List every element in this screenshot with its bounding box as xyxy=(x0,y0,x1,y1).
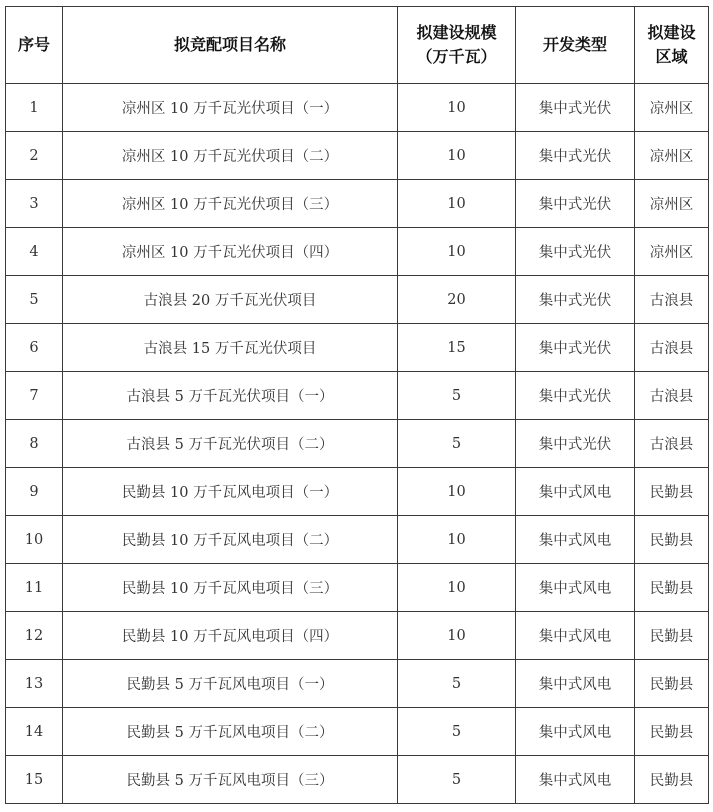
header-scale xyxy=(398,7,516,84)
cell-no: 9 xyxy=(6,468,63,516)
table-row xyxy=(6,372,709,420)
cell-no: 15 xyxy=(6,756,63,804)
cell-project-name: 凉州区 10 万千瓦光伏项目（三） xyxy=(63,180,398,228)
table-header xyxy=(6,7,709,84)
header-region-line2: 区域 xyxy=(655,47,688,66)
cell-type: 集中式光伏 xyxy=(516,372,635,420)
cell-scale: 10 xyxy=(398,468,516,516)
cell-project-name: 古浪县 5 万千瓦光伏项目（一） xyxy=(63,372,398,420)
cell-type: 集中式风电 xyxy=(516,708,635,756)
cell-region: 古浪县 xyxy=(635,276,709,324)
cell-no: 3 xyxy=(6,180,63,228)
cell-region: 民勤县 xyxy=(635,756,709,804)
cell-project-name: 民勤县 5 万千瓦风电项目（一） xyxy=(63,660,398,708)
cell-scale: 5 xyxy=(398,660,516,708)
cell-project-name: 凉州区 10 万千瓦光伏项目（二） xyxy=(63,132,398,180)
cell-region: 民勤县 xyxy=(635,564,709,612)
cell-project-name: 民勤县 10 万千瓦风电项目（二） xyxy=(63,516,398,564)
cell-no: 14 xyxy=(6,708,63,756)
cell-project-name: 民勤县 5 万千瓦风电项目（二） xyxy=(63,708,398,756)
table-row xyxy=(6,420,709,468)
cell-no: 11 xyxy=(6,564,63,612)
cell-scale: 5 xyxy=(398,756,516,804)
cell-type: 集中式风电 xyxy=(516,516,635,564)
header-region xyxy=(635,7,709,84)
project-table xyxy=(5,6,709,804)
table-row xyxy=(6,660,709,708)
cell-region: 民勤县 xyxy=(635,708,709,756)
table-row xyxy=(6,612,709,660)
cell-region: 民勤县 xyxy=(635,468,709,516)
header-row xyxy=(6,7,709,84)
cell-region: 凉州区 xyxy=(635,180,709,228)
cell-region: 古浪县 xyxy=(635,324,709,372)
cell-project-name: 凉州区 10 万千瓦光伏项目（一） xyxy=(63,84,398,132)
cell-scale: 5 xyxy=(398,420,516,468)
cell-type: 集中式风电 xyxy=(516,756,635,804)
cell-project-name: 古浪县 15 万千瓦光伏项目 xyxy=(63,324,398,372)
cell-region: 凉州区 xyxy=(635,228,709,276)
cell-no: 1 xyxy=(6,84,63,132)
cell-scale: 10 xyxy=(398,516,516,564)
cell-project-name: 民勤县 10 万千瓦风电项目（一） xyxy=(63,468,398,516)
cell-region: 民勤县 xyxy=(635,660,709,708)
cell-project-name: 古浪县 20 万千瓦光伏项目 xyxy=(63,276,398,324)
cell-no: 4 xyxy=(6,228,63,276)
cell-no: 10 xyxy=(6,516,63,564)
cell-scale: 10 xyxy=(398,564,516,612)
cell-type: 集中式光伏 xyxy=(516,420,635,468)
header-scale-line2: （万千瓦） xyxy=(416,47,497,66)
cell-project-name: 古浪县 5 万千瓦光伏项目（二） xyxy=(63,420,398,468)
cell-project-name: 民勤县 10 万千瓦风电项目（三） xyxy=(63,564,398,612)
cell-type: 集中式光伏 xyxy=(516,180,635,228)
cell-project-name: 民勤县 5 万千瓦风电项目（三） xyxy=(63,756,398,804)
cell-scale: 10 xyxy=(398,132,516,180)
cell-type: 集中式风电 xyxy=(516,660,635,708)
table-row xyxy=(6,516,709,564)
table-row xyxy=(6,84,709,132)
table-body xyxy=(6,84,709,804)
cell-region: 古浪县 xyxy=(635,420,709,468)
table-row xyxy=(6,324,709,372)
cell-scale: 20 xyxy=(398,276,516,324)
cell-type: 集中式光伏 xyxy=(516,84,635,132)
table-row xyxy=(6,132,709,180)
cell-type: 集中式风电 xyxy=(516,612,635,660)
table-row xyxy=(6,228,709,276)
table-row xyxy=(6,276,709,324)
cell-project-name: 凉州区 10 万千瓦光伏项目（四） xyxy=(63,228,398,276)
cell-type: 集中式风电 xyxy=(516,468,635,516)
cell-region: 凉州区 xyxy=(635,84,709,132)
header-region-line1: 拟建设 xyxy=(647,23,696,42)
cell-type: 集中式光伏 xyxy=(516,324,635,372)
header-type: 开发类型 xyxy=(516,7,635,84)
cell-region: 古浪县 xyxy=(635,372,709,420)
cell-project-name: 民勤县 10 万千瓦风电项目（四） xyxy=(63,612,398,660)
cell-scale: 10 xyxy=(398,180,516,228)
cell-scale: 10 xyxy=(398,612,516,660)
cell-scale: 5 xyxy=(398,372,516,420)
cell-no: 2 xyxy=(6,132,63,180)
cell-scale: 10 xyxy=(398,228,516,276)
header-scale-line1: 拟建设规模 xyxy=(416,23,497,42)
cell-no: 13 xyxy=(6,660,63,708)
cell-no: 8 xyxy=(6,420,63,468)
cell-scale: 15 xyxy=(398,324,516,372)
table-row xyxy=(6,468,709,516)
cell-type: 集中式风电 xyxy=(516,564,635,612)
cell-no: 6 xyxy=(6,324,63,372)
table-row xyxy=(6,708,709,756)
header-no: 序号 xyxy=(6,7,63,84)
cell-no: 7 xyxy=(6,372,63,420)
table-row xyxy=(6,756,709,804)
cell-type: 集中式光伏 xyxy=(516,276,635,324)
header-project-name: 拟竞配项目名称 xyxy=(63,7,398,84)
cell-region: 民勤县 xyxy=(635,516,709,564)
cell-scale: 5 xyxy=(398,708,516,756)
table-row xyxy=(6,564,709,612)
cell-type: 集中式光伏 xyxy=(516,132,635,180)
cell-region: 凉州区 xyxy=(635,132,709,180)
cell-scale: 10 xyxy=(398,84,516,132)
cell-no: 12 xyxy=(6,612,63,660)
cell-region: 民勤县 xyxy=(635,612,709,660)
cell-type: 集中式光伏 xyxy=(516,228,635,276)
cell-no: 5 xyxy=(6,276,63,324)
table-row xyxy=(6,180,709,228)
